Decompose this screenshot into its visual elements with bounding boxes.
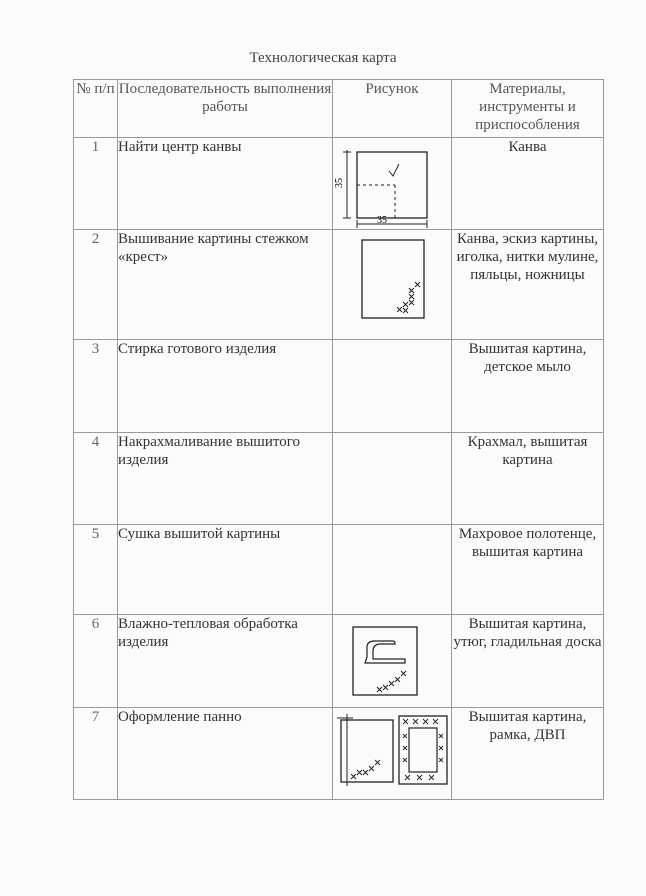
- frame-sketch: [333, 708, 452, 800]
- table-row: [74, 615, 604, 708]
- row-step: Влажно-тепловая обработка изделия: [118, 615, 333, 708]
- row-materials: Вышитая картина, рамка, ДВП: [452, 708, 604, 800]
- row-materials: Вышитая картина, детское мыло: [452, 340, 604, 433]
- row-picture: [333, 708, 452, 800]
- row-step: Вышивание картины стежком «крест»: [118, 230, 333, 340]
- header-num: № п/п: [74, 80, 118, 138]
- document-title: Технологическая карта: [249, 50, 397, 66]
- row-materials: Крахмал, вышитая картина: [452, 433, 604, 525]
- row-num: 4: [74, 433, 118, 525]
- table-row: [74, 433, 604, 525]
- row-picture: [333, 138, 452, 230]
- table-row: [74, 230, 604, 340]
- tech-card-table: [73, 79, 604, 800]
- row-materials: Канва, эскиз картины, иголка, нитки мулине, пяльцы, ножницы: [452, 230, 604, 340]
- header-step: Последовательность выполнения работы: [118, 80, 333, 138]
- dim-vertical-label: 35: [334, 178, 345, 188]
- row-picture: [333, 340, 452, 433]
- header-picture: Рисунок: [333, 80, 452, 138]
- dim-horizontal-label: 35: [377, 215, 387, 226]
- cross-stitch-sketch: [333, 230, 452, 340]
- row-num: 6: [74, 615, 118, 708]
- row-num: 3: [74, 340, 118, 433]
- row-materials: Вышитая картина, утюг, гладильная доска: [452, 615, 604, 708]
- canvas-center-sketch: [333, 138, 452, 230]
- row-step: Сушка вышитой картины: [118, 525, 333, 615]
- row-step: Оформление панно: [118, 708, 333, 800]
- row-step: Стирка готового изделия: [118, 340, 333, 433]
- row-materials: Махровое полотенце, вышитая картина: [452, 525, 604, 615]
- row-picture: [333, 615, 452, 708]
- header-materials: Материалы, инструменты и приспособления: [452, 80, 604, 138]
- row-step: Накрахмаливание вышитого изделия: [118, 433, 333, 525]
- table-row: [74, 525, 604, 615]
- row-picture: [333, 525, 452, 615]
- row-num: 1: [74, 138, 118, 230]
- table-row: [74, 138, 604, 230]
- row-num: 2: [74, 230, 118, 340]
- row-picture: [333, 230, 452, 340]
- row-picture: [333, 433, 452, 525]
- row-step: Найти центр канвы: [118, 138, 333, 230]
- table-row: [74, 340, 604, 433]
- table-header-row: [74, 80, 604, 138]
- table-row: [74, 708, 604, 800]
- iron-sketch: [333, 615, 452, 708]
- row-num: 7: [74, 708, 118, 800]
- row-materials: Канва: [452, 138, 604, 230]
- row-num: 5: [74, 525, 118, 615]
